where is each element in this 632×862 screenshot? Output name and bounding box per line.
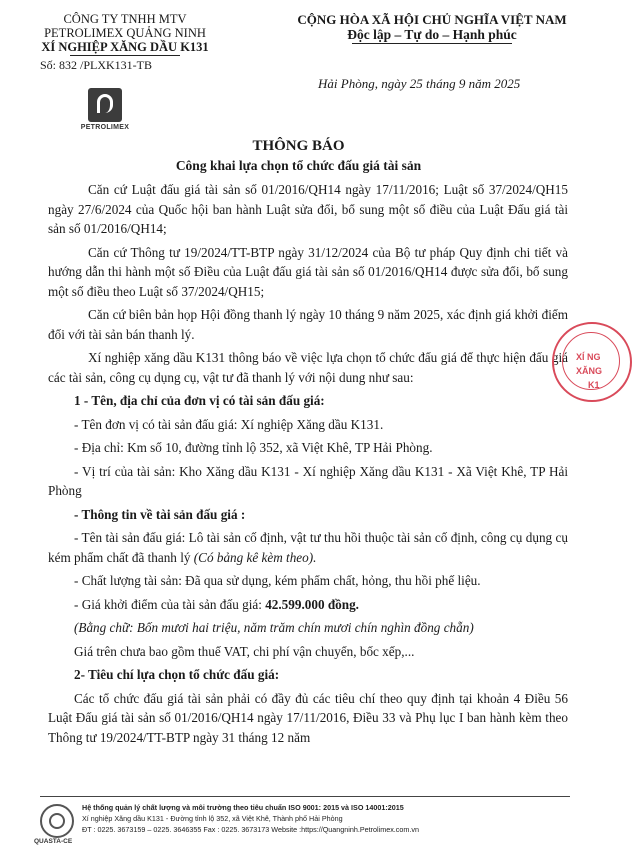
footer-address-line: Xí nghiệp Xăng dầu K131 - Đường tỉnh lộ 352, xã Việt Khê, Thành phố Hải Phòng — [82, 814, 343, 823]
company-name-line2: PETROLIMEX QUẢNG NINH — [44, 26, 206, 40]
quality-cert-logo-text: QUASTA-CE — [34, 838, 73, 845]
paragraph-legal-basis-1: Căn cứ Luật đấu giá tài sản số 01/2016/QH14 ngày 17/11/2016; Luật số 37/2024/QH15 ngày 27/6/2024 của Quốc hội ban hành Luật sửa đổi, bổ sung một số điều của Luật Đấu giá tài sản số 01/2016/QH14; — [48, 182, 568, 236]
price-exclusions: Giá trên chưa bao gồm thuế VAT, chi phí vận chuyển, bốc xếp,... — [74, 643, 415, 659]
issuer-underline — [70, 55, 180, 56]
motto-underline — [352, 43, 512, 44]
document-subtitle: Công khai lựa chọn tổ chức đấu giá tài sản — [175, 158, 422, 173]
footer-contact-line: ĐT : 0225. 3673159 – 0225. 3646355 Fax : 0225. 3673173 Website :https://Quangninh.Petrolimex.com.vn — [82, 825, 419, 834]
footer-info — [82, 802, 582, 835]
section-1-address: - Địa chỉ: Km số 10, đường tỉnh lộ 352, xã Việt Khê, TP Hải Phòng. — [74, 440, 433, 455]
petrolimex-logo-text: PETROLIMEX — [80, 124, 130, 131]
price-in-words: (Bằng chữ: Bốn mươi hai triệu, năm trăm chín mươi chín nghìn đồng chẵn) — [74, 620, 474, 635]
document-number: Số: 832 /PLXK131-TB — [40, 58, 153, 72]
asset-name-note: (Có bảng kê kèm theo). — [193, 549, 317, 565]
national-header — [272, 12, 592, 45]
footer-divider — [40, 796, 570, 797]
petrolimex-logo-icon — [88, 88, 122, 122]
document-body — [48, 180, 568, 751]
asset-quality: - Chất lượng tài sản: Đã qua sử dụng, kém phẩm chất, hỏng, thu hồi phế liệu. — [74, 573, 481, 588]
stamp-text-3: K1 — [588, 380, 600, 390]
section-1-heading: 1 - Tên, địa chỉ của đơn vị có tài sản đấu giá: — [74, 393, 325, 408]
stamp-text-2: XĂNG — [576, 366, 603, 376]
asset-info-heading: - Thông tin về tài sản đấu giá : — [74, 506, 246, 522]
quality-cert-logo-icon — [40, 804, 74, 838]
paragraph-announcement: Xí nghiệp xăng dầu K131 thông báo về việc lựa chọn tổ chức đấu giá để thực hiện đấu giá các tài sản, công cụ dụng cụ, vật tư đã thanh lý với nội dung như sau: — [48, 350, 568, 385]
document-date: Hải Phòng, ngày 25 tháng 9 năm 2025 — [318, 76, 521, 91]
starting-price — [48, 595, 568, 615]
nation-name: CỘNG HÒA XÃ HỘI CHỦ NGHĨA VIỆT NAM — [297, 12, 567, 27]
asset-name — [48, 528, 568, 567]
issuer-block — [30, 12, 220, 72]
asset-name-text: - Tên tài sản đấu giá: Lô tài sản cố định, vật tư thu hồi thuộc tài sản cố định, công cụ dụng cụ kém phẩm chất đã thanh lý — [48, 530, 568, 565]
stamp-text-1: XÍ NG — [576, 352, 601, 362]
document-title: THÔNG BÁO — [252, 138, 345, 154]
paragraph-legal-basis-3: Căn cứ biên bản họp Hội đồng thanh lý ngày 10 tháng 9 năm 2025, xác định giá khởi điểm đối với tài sản bán thanh lý. — [48, 307, 568, 342]
starting-price-value: 42.599.000 đồng. — [265, 596, 359, 612]
red-seal-stamp — [552, 322, 632, 402]
company-name-line3: XÍ NGHIỆP XĂNG DẦU K131 — [41, 40, 209, 54]
national-motto: Độc lập – Tự do – Hạnh phúc — [347, 27, 517, 42]
footer-iso-line: Hệ thống quản lý chất lượng và môi trường theo tiêu chuẩn ISO 9001: 2015 và ISO 14001:2015 — [82, 803, 404, 812]
section-2-heading: 2- Tiêu chí lựa chọn tổ chức đấu giá: — [74, 667, 280, 682]
petrolimex-logo — [75, 88, 135, 131]
section-2-criteria: Các tổ chức đấu giá tài sản phải có đầy đủ các tiêu chí theo quy định tại khoản 4 Điều 56 Luật Đấu giá tài sản số 01/2016/QH14 ngày 17/11/2016, Điều 33 và Phụ lục I ban hành kèm theo Thông tư 19/2024/TT-BTP ngày 31 tháng 12 năm — [48, 690, 568, 745]
section-1-owner-name: - Tên đơn vị có tài sản đấu giá: Xí nghiệp Xăng dầu K131. — [74, 416, 384, 432]
section-1-asset-location: - Vị trí của tài sản: Kho Xăng dầu K131 - Xí nghiệp Xăng dầu K131 - Xã Việt Khê, TP Hải Phòng — [48, 463, 568, 498]
paragraph-legal-basis-2: Căn cứ Thông tư 19/2024/TT-BTP ngày 31/12/2024 của Bộ tư pháp Quy định chi tiết và hướng dẫn thi hành một số Điều của Luật đấu giá tài sản số 01/2016/QH14 được sửa đổi, bổ sung một số điều theo Luật số 37/2024/QH15; — [48, 244, 568, 299]
company-name-line1: CÔNG TY TNHH MTV — [63, 12, 187, 26]
starting-price-label: - Giá khởi điểm của tài sản đấu giá: — [74, 596, 266, 612]
